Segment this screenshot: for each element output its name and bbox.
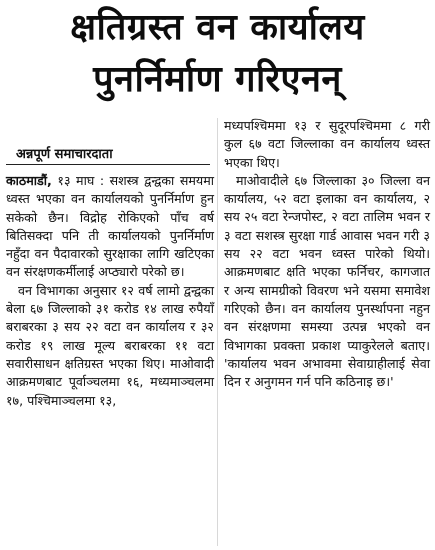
headline <box>0 4 435 104</box>
byline: अन्नपूर्ण समाचारदाता <box>16 147 113 162</box>
headline-line-1: क्षतिग्रस्त वन कार्यालय <box>70 7 365 48</box>
byline-underline <box>6 164 210 165</box>
article-column-left <box>6 172 214 410</box>
column-divider <box>217 118 218 546</box>
article-paragraph: मध्यपश्चिममा १३ र सुदूरपश्चिममा ८ गरी कुल ६७ वटा जिल्लाका वन कार्यालय ध्वस्त भएका थिए। <box>224 118 430 170</box>
headline-line-2: पुनर्निर्माण गरिएनन् <box>93 59 342 100</box>
paragraph-text: १३ माघ : सशस्त्र द्वन्द्वका समयमा ध्वस्त भएका वन कार्यालयको पुनर्निर्माण हुन सकेको छैन। विद्रोह रोकिएको पाँच वर्ष बितिसक्दा पनि ती कार्यालयको पुनर्निर्माण नहुँदा वन पैदावारको सुरक्षाका लागि खटिएका वन संरक्षणकर्मीलाई अप्ठ्यारो परेको छ। <box>6 173 214 280</box>
article-paragraph <box>6 172 214 282</box>
article-paragraph: माओवादीले ६७ जिल्लाका ३० जिल्ला वन कार्यालय, ५२ वटा इलाका वन कार्यालय, २ सय २५ वटा रेन्जपोस्ट, २ वटा तालिम भवन र ३ वटा सशस्त्र सुरक्षा गार्ड आवास भवन गरी ३ सय २२ वटा भवन ध्वस्त पारेको थियो।आक्रमणबाट क्षति भएका फर्निचर, कागजात र अन्य सामग्रीको विवरण भने यसमा समावेश गरिएको छैन। वन कार्यालय पुनर्स्थापना नहुन वन संरक्षणमा समस्या उत्पन्न भएको वन विभागका प्रवक्ता प्रकाश प्याकुरेलले बताए। 'कार्यालय भवन अभावमा सेवाग्राहीलाई सेवा दिन र अनुगमन गर्न पनि कठिनाइ छ।' <box>224 172 430 390</box>
article-column-right <box>224 117 430 391</box>
dateline: काठमाडौं, <box>6 173 52 188</box>
article-paragraph: वन विभागका अनुसार १२ वर्ष लामो द्वन्द्वका बेला ६७ जिल्लाको ३१ करोड १४ लाख रुपैयाँ बराबरका ३ सय २२ वटा वन कार्यालय र ३२ करोड १९ लाख मूल्य बराबरका ११ वटा सवारीसाधन क्षतिग्रस्त भएका थिए। माओवादी आक्रमणबाट पूर्वाञ्चलमा १६, मध्यमाञ्चलमा १७, पश्चिमाञ्चलमा १३, <box>6 282 214 408</box>
